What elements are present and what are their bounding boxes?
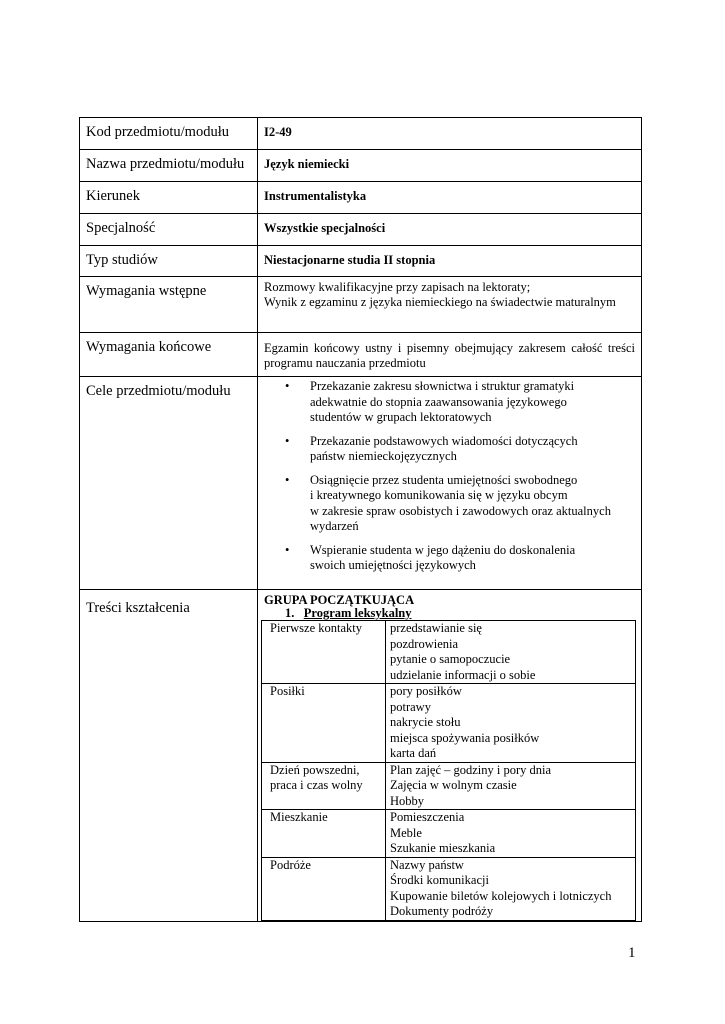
topic-item: Kupowanie biletów kolejowych i lotniczych <box>390 888 612 903</box>
prereq-value <box>258 277 642 333</box>
program-heading <box>258 607 641 620</box>
goals-label: Cele przedmiotu/modułu <box>80 377 258 590</box>
topic-item: miejsca spożywania posiłków <box>390 730 540 745</box>
topic-item: przedstawianie się <box>390 621 482 635</box>
row-value: Niestacjonarne studia II stopnia <box>258 246 642 277</box>
category-line: Dzień powszedni, <box>270 762 360 777</box>
prereq-label: Wymagania wstępne <box>80 277 258 333</box>
topic-item: karta dań <box>390 746 437 760</box>
topic-item: Pomieszczenia <box>390 810 465 824</box>
topic-item: nakrycie stołu <box>390 715 461 729</box>
goal-line: Przekazanie podstawowych wiadomości dotyczących <box>310 433 578 448</box>
category-line: Mieszkanie <box>270 810 328 824</box>
topic-category <box>262 621 386 684</box>
topic-item: pozdrowienia <box>390 636 459 651</box>
page-number: 1 <box>628 945 636 961</box>
goal-line: w zakresie spraw osobistych i zawodowych oraz aktualnych <box>310 503 611 518</box>
topic-category <box>262 684 386 763</box>
topic-category <box>262 810 386 858</box>
category-line: praca i czas wolny <box>270 778 363 792</box>
bullet-icon: • <box>285 379 290 393</box>
table-row <box>80 590 642 922</box>
list-item <box>258 434 641 465</box>
goal-line: studentów w grupach lektoratowych <box>310 410 492 424</box>
goal-line: adekwatnie do stopnia zaawansowania językowego <box>310 394 567 409</box>
row-value: I2-49 <box>258 118 642 150</box>
goals-value <box>258 377 642 590</box>
category-line: Posiłki <box>270 684 305 698</box>
goal-line: Wspieranie studenta w jego dążeniu do doskonalenia <box>310 542 576 557</box>
program-title: Program leksykalny <box>303 606 412 620</box>
category-line: Pierwsze kontakty <box>270 621 362 635</box>
topic-items <box>386 810 636 858</box>
goal-line: wydarzeń <box>310 519 359 533</box>
prereq-line: Wynik z egzaminu z języka niemieckiego na świadectwie maturalnym <box>264 295 616 309</box>
topic-item: Plan zajęć – godziny i pory dnia <box>390 762 552 777</box>
topic-item: Hobby <box>390 793 425 808</box>
bullet-icon: • <box>285 542 290 557</box>
course-info-table <box>79 117 642 922</box>
final-value: Egzamin końcowy ustny i pisemny obejmujący zakresem całość treści programu nauczania przedmiotu <box>258 333 642 377</box>
topic-item: Zajęcia w wolnym czasie <box>390 778 517 792</box>
table-row <box>80 118 642 150</box>
table-row <box>80 377 642 590</box>
row-value: Instrumentalistyka <box>258 182 642 214</box>
topics-table <box>261 620 636 921</box>
goal-line: państw niemieckojęzycznych <box>310 449 457 463</box>
table-row <box>262 762 636 810</box>
row-label: Kod przedmiotu/modułu <box>80 118 258 150</box>
content-label: Treści kształcenia <box>80 590 258 922</box>
topic-items <box>386 684 636 763</box>
table-row <box>80 214 642 246</box>
topic-category <box>262 762 386 810</box>
topic-item: udzielanie informacji o sobie <box>390 667 536 682</box>
list-item <box>258 473 641 535</box>
list-item <box>258 379 641 426</box>
goal-line: i kreatywnego komunikowania się w języku obcym <box>310 488 568 502</box>
topic-item: Szukanie mieszkania <box>390 841 496 855</box>
table-row <box>80 182 642 214</box>
topic-item: Meble <box>390 825 422 840</box>
topic-item: Dokumenty podróży <box>390 904 494 918</box>
row-value: Wszystkie specjalności <box>258 214 642 246</box>
prereq-line: Rozmowy kwalifikacyjne przy zapisach na lektoraty; <box>264 280 531 294</box>
final-label: Wymagania końcowe <box>80 333 258 377</box>
goals-list <box>258 379 641 574</box>
category-line: Podróże <box>270 857 311 872</box>
topic-items <box>386 762 636 810</box>
table-row <box>80 246 642 277</box>
table-row <box>262 621 636 684</box>
table-row <box>80 150 642 182</box>
table-row <box>80 277 642 333</box>
content-value <box>258 590 642 922</box>
table-row <box>80 333 642 377</box>
table-row <box>262 857 636 920</box>
table-row <box>262 810 636 858</box>
topic-items <box>386 857 636 920</box>
topic-item: pory posiłków <box>390 684 462 698</box>
list-item <box>258 543 641 574</box>
row-label: Typ studiów <box>80 246 258 277</box>
topic-item: potrawy <box>390 699 431 714</box>
goal-line: Przekazanie zakresu słownictwa i struktur gramatyki <box>310 379 575 393</box>
row-value: Język niemiecki <box>258 150 642 182</box>
row-label: Specjalność <box>80 214 258 246</box>
goal-line: swoich umiejętności językowych <box>310 558 476 572</box>
topic-item: Środki komunikacji <box>390 873 489 887</box>
row-label: Nazwa przedmiotu/modułu <box>80 150 258 182</box>
bullet-icon: • <box>285 472 290 487</box>
topic-category <box>262 857 386 920</box>
group-heading: GRUPA POCZĄTKUJĄCA <box>264 593 415 607</box>
topic-items <box>386 621 636 684</box>
topic-item: Nazwy państw <box>390 857 464 872</box>
program-number: 1. <box>285 606 295 620</box>
row-label: Kierunek <box>80 182 258 214</box>
topic-item: pytanie o samopoczucie <box>390 652 511 666</box>
goal-line: Osiągnięcie przez studenta umiejętności swobodnego <box>310 472 578 487</box>
bullet-icon: • <box>285 433 290 448</box>
table-row <box>262 684 636 763</box>
